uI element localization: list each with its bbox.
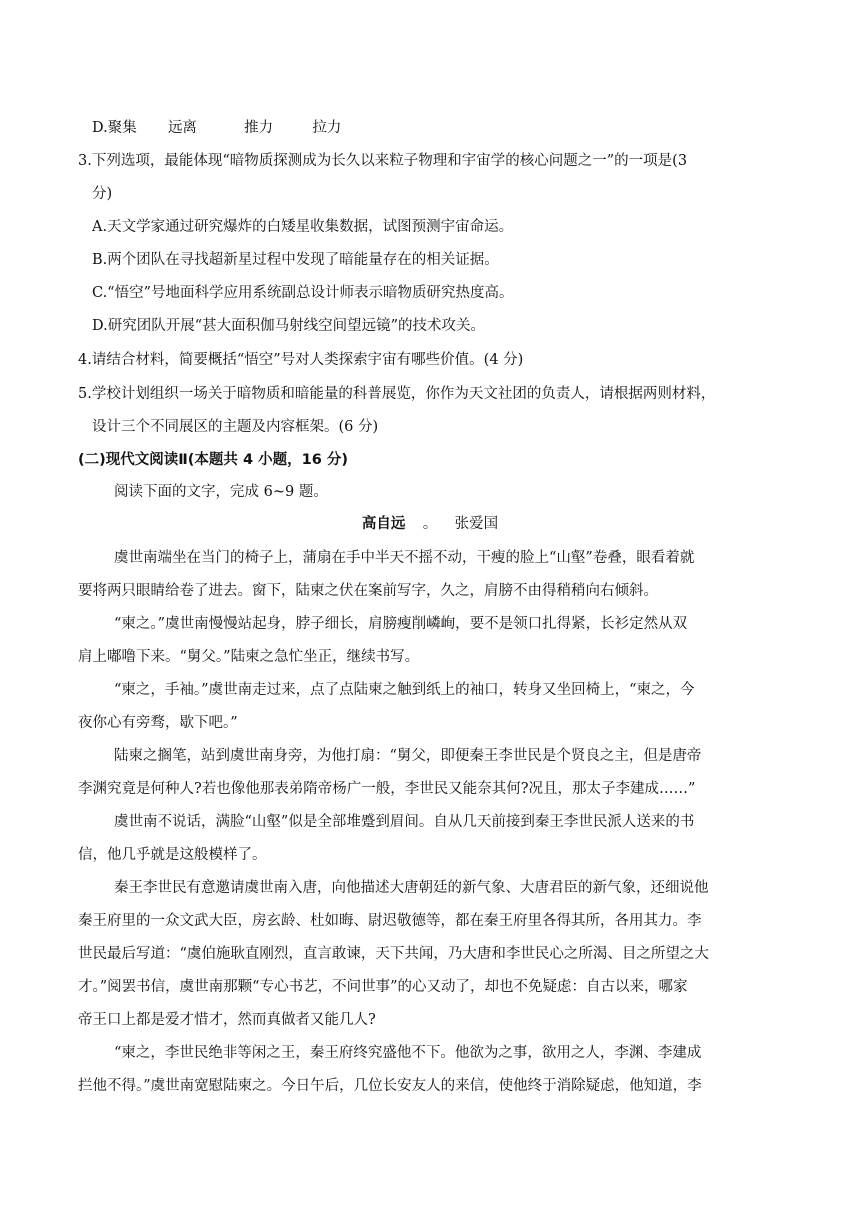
- option-d-word-3: 拉力: [312, 120, 342, 136]
- section-heading: (二)现代文阅读Ⅱ(本题共 4 小题，16 分): [78, 452, 348, 468]
- question-3-option-b: B.两个团队在寻找超新星过程中发现了暗能量存在的相关证据。: [92, 252, 499, 268]
- story-line: 秦王李世民有意邀请虞世南入唐，向他描述大唐朝廷的新气象、大唐君臣的新气象，还细说他: [114, 880, 709, 896]
- story-line: 帝王口上都是爱才惜才，然而真做者又能几人?: [78, 1012, 376, 1028]
- question-3-option-c: C.“悟空”号地面科学应用系统副总设计师表示暗物质研究热度高。: [92, 285, 514, 301]
- story-title: 高自远: [361, 516, 406, 532]
- story-line: 李渊究竟是何种人?若也像他那表弟隋帝杨广一般，李世民又能奈其何?况且，那太子李建成……”: [78, 781, 696, 797]
- option-d-label: D.聚集: [92, 120, 137, 136]
- question-3-option-d: D.研究团队开展“甚大面积伽马射线空间望远镜”的技术攻关。: [92, 318, 486, 334]
- section-instruction: 阅读下面的文字，完成 6~9 题。: [114, 484, 328, 500]
- story-title-line: [0, 514, 860, 534]
- story-line: 虞世南不说话，满脸“山壑”似是全部堆蹙到眉间。自从几天前接到秦王李世民派人送来的书: [114, 814, 695, 830]
- story-author: 张爱国: [454, 516, 499, 532]
- story-line: 世民最后写道：“虞伯施耿直刚烈，直言敢谏，天下共闻，乃大唐和李世民心之所渴、目之所望之大: [78, 946, 709, 962]
- option-d-word-1: 远离: [167, 120, 197, 136]
- question-5-line-2: 设计三个不同展区的主题及内容框架。(6 分): [92, 419, 379, 435]
- story-line: 肩上嘟噜下来。“舅父。”陆柬之急忙坐正，继续书写。: [78, 649, 420, 665]
- question-4: 4.请结合材料，简要概括“悟空”号对人类探索宇宙有哪些价值。(4 分): [78, 352, 524, 368]
- question-3-option-a: A.天文学家通过研究爆炸的白矮星收集数据，试图预测宇宙命运。: [92, 219, 514, 235]
- question-3-line-2: 分): [92, 186, 113, 202]
- question-5-line-1: 5.学校计划组织一场关于暗物质和暗能量的科普展览，你作为天文社团的负责人，请根据两则材料，: [78, 386, 716, 402]
- story-line: 信，他几乎就是这般模样了。: [78, 847, 267, 863]
- story-line: 夜你心有旁骛，歇下吧。”: [78, 715, 238, 731]
- story-line: “柬之，手袖。”虞世南走过来，点了点陆柬之触到纸上的袖口，转身又坐回椅上，“柬之，今: [114, 682, 695, 698]
- story-line: “柬之。”虞世南慢慢站起身，脖子细长，肩膀瘦削嶙峋，要不是领口扎得紧，长衫定然从双: [114, 616, 688, 632]
- title-separator: 。: [422, 516, 438, 532]
- story-line: 虞世南端坐在当门的椅子上，蒲扇在手中半天不摇不动，干瘦的脸上“山壑”卷叠，眼看着就: [114, 550, 695, 566]
- story-line: 要将两只眼睛给卷了进去。窗下，陆柬之伏在案前写字，久之，肩膀不由得稍稍向右倾斜。: [78, 583, 658, 599]
- story-line: 陆柬之搁笔，站到虞世南身旁，为他打扇：“舅父，即便秦王李世民是个贤良之主，但是唐帝: [114, 748, 702, 764]
- story-line: 才。”阅罢书信，虞世南那颗“专心书艺，不问世事”的心又动了，却也不免疑虑：自古以来，哪家: [78, 979, 688, 995]
- story-line: 秦王府里的一众文武大臣，房玄龄、杜如晦、尉迟敬德等，都在秦王府里各得其所，各用其力。李: [78, 913, 702, 929]
- story-line: 拦他不得。”虞世南宽慰陆柬之。今日午后，几位长安友人的来信，使他终于消除疑虑，他知道，李: [78, 1078, 702, 1094]
- option-d-word-2: 推力: [244, 120, 274, 136]
- story-line: “柬之，李世民绝非等闲之王，秦王府终究盛他不下。他欲为之事，欲用之人，李渊、李建成: [114, 1045, 702, 1061]
- option-d-line: [92, 118, 341, 138]
- question-3-line-1: 3.下列选项，最能体现“暗物质探测成为长久以来粒子物理和宇宙学的核心问题之一”的一项是(3: [78, 153, 688, 169]
